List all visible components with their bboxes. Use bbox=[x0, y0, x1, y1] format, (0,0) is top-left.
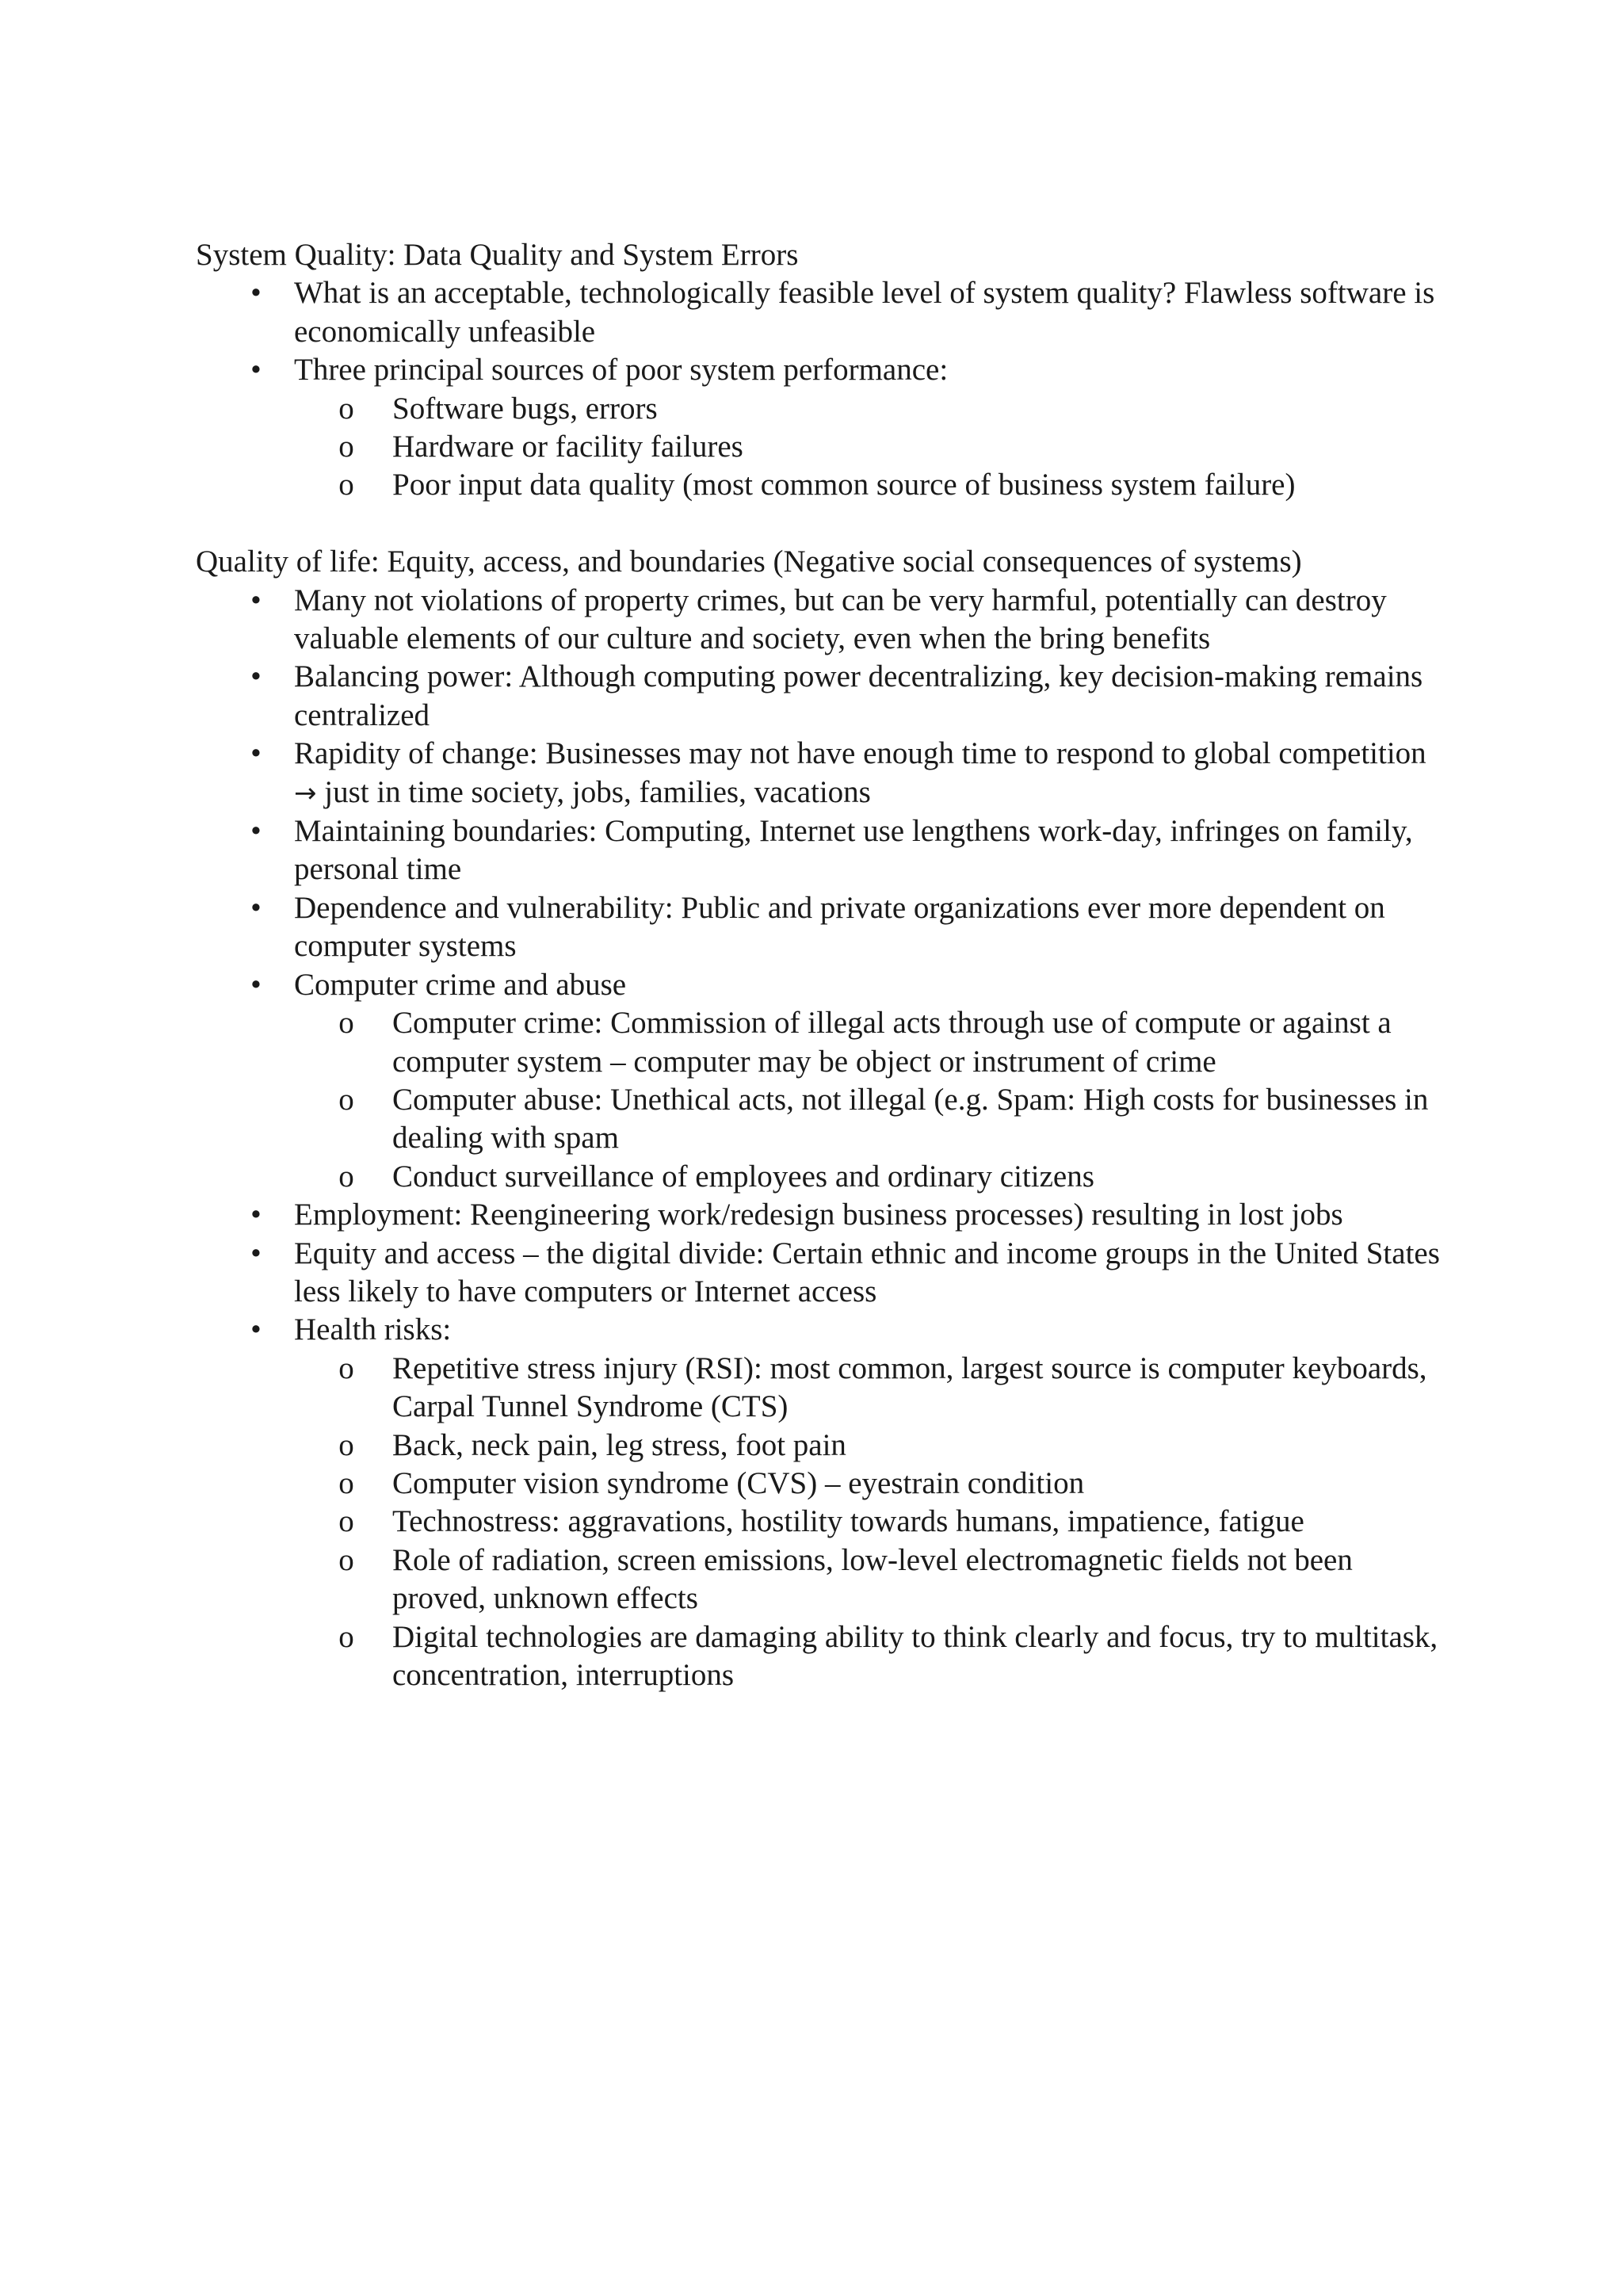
sub-list-item bbox=[338, 390, 1448, 428]
document-page bbox=[196, 236, 1448, 1694]
sub-list-item-text: Repetitive stress injury (RSI): most common, largest source is computer keyboards, Carpal Tunnel Syndrome (CTS) bbox=[392, 1350, 1427, 1424]
sub-list-item-text: Back, neck pain, leg stress, foot pain bbox=[392, 1427, 846, 1462]
bullet-circle-icon: o bbox=[338, 1465, 354, 1500]
bullet-dot-icon: • bbox=[250, 353, 262, 388]
bullet-dot-icon: • bbox=[250, 1312, 262, 1347]
list-item bbox=[250, 351, 1448, 505]
list-item bbox=[250, 1235, 1448, 1312]
bullet-circle-icon: o bbox=[338, 1006, 354, 1041]
bullet-dot-icon: • bbox=[250, 583, 262, 617]
bullet-list bbox=[196, 274, 1448, 504]
list-item-text: What is an acceptable, technologically feasible level of system quality? Flawless software is economically unfeasible bbox=[294, 276, 1435, 349]
list-item bbox=[250, 274, 1448, 351]
sub-list-item-text: Hardware or facility failures bbox=[392, 430, 743, 464]
section-heading: System Quality: Data Quality and System Errors bbox=[196, 238, 799, 272]
list-item-text: Computer crime and abuse bbox=[294, 967, 627, 1002]
sub-bullet-list bbox=[294, 1004, 1448, 1196]
sub-bullet-list bbox=[294, 390, 1448, 505]
list-item-text: Three principal sources of poor system performance: bbox=[294, 353, 949, 388]
bullet-circle-icon: o bbox=[338, 1082, 354, 1117]
right-arrow-icon: → bbox=[294, 777, 317, 809]
sub-list-item-text: Computer abuse: Unethical acts, not illegal (e.g. Spam: High costs for businesses in dealing with spam bbox=[392, 1082, 1429, 1156]
bullet-circle-icon: o bbox=[338, 1350, 354, 1385]
sub-list-item bbox=[338, 1427, 1448, 1465]
sub-list-item-text: Conduct surveillance of employees and ordinary citizens bbox=[392, 1159, 1094, 1194]
bullet-circle-icon: o bbox=[338, 430, 354, 464]
bullet-dot-icon: • bbox=[250, 814, 262, 849]
bullet-dot-icon: • bbox=[250, 736, 262, 771]
list-item bbox=[250, 966, 1448, 1196]
sub-list-item bbox=[338, 1350, 1448, 1427]
list-item bbox=[250, 1196, 1448, 1234]
sub-list-item bbox=[338, 1004, 1448, 1081]
bullet-circle-icon: o bbox=[338, 391, 354, 426]
sub-list-item-text: Digital technologies are damaging ability to think clearly and focus, try to multitask, concentration, interruptions bbox=[392, 1619, 1438, 1693]
sub-list-item bbox=[338, 1465, 1448, 1503]
section-quality-of-life bbox=[196, 543, 1448, 1694]
bullet-circle-icon: o bbox=[338, 1542, 354, 1577]
list-item bbox=[250, 1311, 1448, 1694]
sub-list-item-text: Computer crime: Commission of illegal acts through use of compute or against a computer system – computer may be object or instrument of crime bbox=[392, 1006, 1392, 1079]
list-item bbox=[250, 582, 1448, 659]
bullet-list bbox=[196, 582, 1448, 1695]
sub-list-item-text: Role of radiation, screen emissions, low-level electromagnetic fields not been proved, unknown effects bbox=[392, 1542, 1353, 1616]
sub-list-item bbox=[338, 466, 1448, 504]
sub-list-item bbox=[338, 1618, 1448, 1695]
sub-list-item bbox=[338, 1158, 1448, 1196]
list-item-text: Equity and access – the digital divide: Certain ethnic and income groups in the United States less likely to have computers or Internet access bbox=[294, 1236, 1440, 1308]
list-item-text: Health risks: bbox=[294, 1312, 452, 1347]
list-item-text: Balancing power: Although computing power decentralizing, key decision-making remains centralized bbox=[294, 659, 1423, 732]
sub-list-item bbox=[338, 1503, 1448, 1541]
bullet-dot-icon: • bbox=[250, 276, 262, 311]
sub-list-item bbox=[338, 1541, 1448, 1618]
section-system-quality bbox=[196, 236, 1448, 505]
bullet-dot-icon: • bbox=[250, 967, 262, 1002]
list-item-text: Rapidity of change: Businesses may not have enough time to respond to global competition bbox=[294, 736, 1426, 771]
bullet-dot-icon: • bbox=[250, 1198, 262, 1232]
bullet-circle-icon: o bbox=[338, 468, 354, 502]
bullet-circle-icon: o bbox=[338, 1159, 354, 1194]
sub-list-item bbox=[338, 428, 1448, 466]
sub-list-item-text: Poor input data quality (most common source of business system failure) bbox=[392, 468, 1296, 502]
bullet-circle-icon: o bbox=[338, 1619, 354, 1654]
sub-list-item bbox=[338, 1081, 1448, 1158]
list-item-text: Employment: Reengineering work/redesign business processes) resulting in lost jobs bbox=[294, 1198, 1343, 1232]
bullet-dot-icon: • bbox=[250, 890, 262, 925]
list-item bbox=[250, 889, 1448, 966]
list-item-text: Dependence and vulnerability: Public and private organizations ever more dependent on computer systems bbox=[294, 890, 1385, 964]
bullet-dot-icon: • bbox=[250, 1236, 262, 1270]
sub-list-item-text: Computer vision syndrome (CVS) – eyestrain condition bbox=[392, 1465, 1085, 1500]
sub-list-item-text: Software bugs, errors bbox=[392, 391, 658, 426]
sub-bullet-list bbox=[294, 1350, 1448, 1695]
list-item-text: Maintaining boundaries: Computing, Internet use lengthens work-day, infringes on family, personal time bbox=[294, 814, 1413, 887]
bullet-dot-icon: • bbox=[250, 659, 262, 694]
list-item bbox=[250, 658, 1448, 735]
list-item-text-continued: just in time society, jobs, families, vacations bbox=[316, 774, 871, 809]
list-item bbox=[250, 735, 1448, 812]
list-item-text: Many not violations of property crimes, but can be very harmful, potentially can destroy valuable elements of our culture and society, even when the bring benefits bbox=[294, 583, 1387, 656]
sub-list-item-text: Technostress: aggravations, hostility towards humans, impatience, fatigue bbox=[392, 1504, 1304, 1539]
section-heading: Quality of life: Equity, access, and boundaries (Negative social consequences of systems) bbox=[196, 544, 1302, 579]
list-item bbox=[250, 812, 1448, 889]
bullet-circle-icon: o bbox=[338, 1427, 354, 1462]
bullet-circle-icon: o bbox=[338, 1504, 354, 1539]
